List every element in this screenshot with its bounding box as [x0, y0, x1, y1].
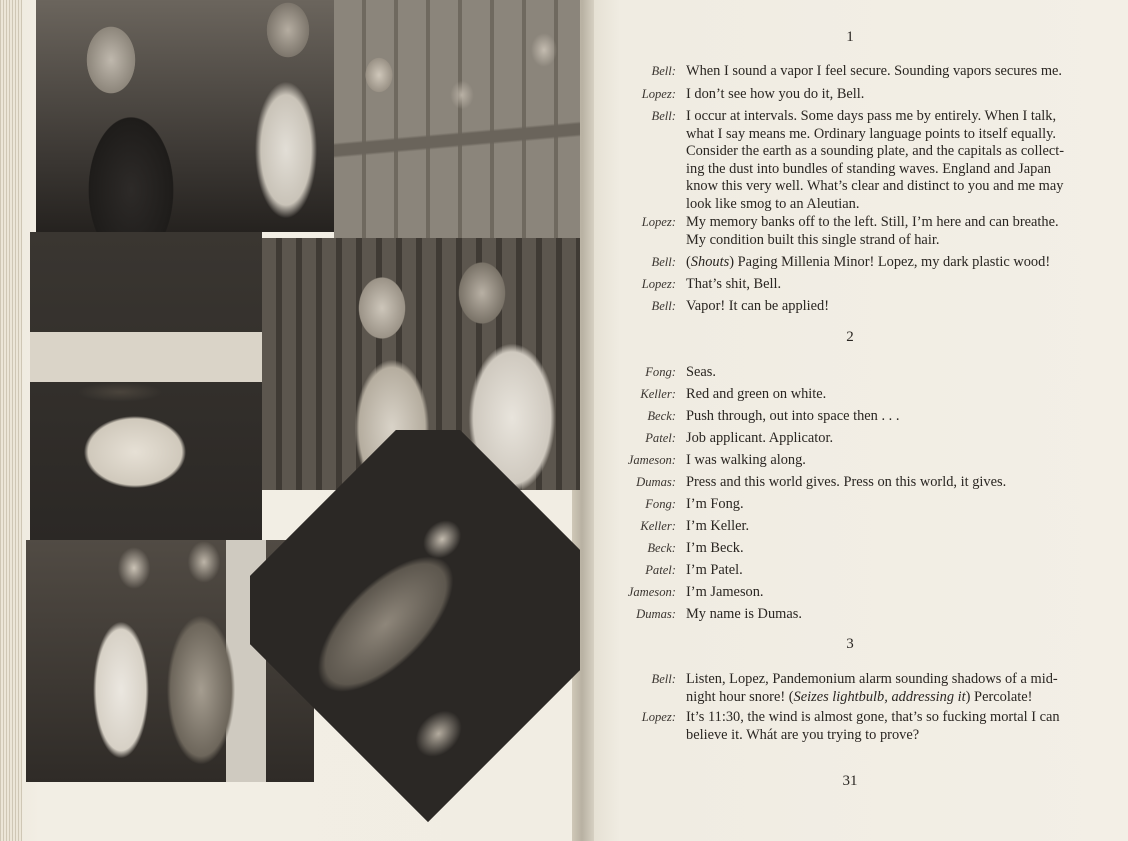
rehearsal-scene-photo: [36, 0, 336, 232]
dialogue-text: I don’t see how you do it, Bell.: [686, 86, 865, 102]
dialogue-text-pre: night hour snore! (: [686, 688, 794, 705]
dialogue-text: believe it. Whát are you trying to prove?: [686, 726, 920, 743]
speaker-name: Lopez:: [641, 710, 676, 724]
dialogue-text: Seas.: [686, 364, 716, 380]
gown-scene-photo: [250, 430, 580, 841]
speaker-name: Keller:: [640, 387, 676, 401]
dialogue-text-post: ) Percolate!: [965, 688, 1033, 705]
dialogue-text-content: Paging Millenia Minor! Lopez, my dark plastic wood!: [737, 254, 1051, 270]
section-number: 1: [846, 29, 854, 45]
dialogue-text: look like smog to an Aleutian.: [686, 196, 860, 212]
speaker-name: Bell:: [651, 672, 676, 686]
speaker-name: Bell:: [651, 109, 676, 123]
dialogue-text: Job applicant. Applicator.: [686, 430, 834, 446]
section-number: 3: [846, 636, 854, 652]
speaker-name: Lopez:: [641, 277, 676, 291]
page-edges: [0, 0, 22, 841]
dialogue-text: Consider the earth as a sounding plate, and the capitals as collect-: [686, 143, 1065, 160]
dialogue-text: Push through, out into space then . . .: [686, 408, 900, 424]
dialogue-text: I’m Beck.: [686, 540, 744, 556]
dialogue-text: know this very well. What’s clear and distinct to you and me may: [686, 178, 1064, 195]
stage-direction: Shouts: [690, 254, 730, 270]
page-number: 31: [842, 773, 858, 789]
dialogue-text: Vapor! It can be applied!: [686, 298, 830, 314]
stage-direction: Seizes lightbulb, addressing it: [793, 688, 966, 705]
dialogue-text: My name is Dumas.: [686, 606, 802, 622]
dialogue-text: ing the dust into bundles of standing waves. England and Japan: [686, 160, 1051, 177]
speaker-name: Beck:: [647, 409, 676, 423]
speaker-name: Bell:: [651, 255, 676, 269]
dialogue-text: I’m Jameson.: [686, 584, 764, 600]
table-scene-photo: [334, 0, 580, 238]
speaker-name: Jameson:: [627, 453, 676, 467]
speaker-name: Patel:: [645, 431, 676, 445]
dialogue-text: what I say means me. Ordinary language points to itself equally.: [686, 125, 1056, 142]
dialogue-text: [686, 689, 1076, 707]
dialogue-text: My condition built this single strand of hair.: [686, 231, 940, 248]
speaker-name: Fong:: [645, 497, 676, 511]
speaker-name: Beck:: [647, 541, 676, 555]
dialogue-text: I occur at intervals. Some days pass me by entirely. When I talk,: [686, 108, 1057, 124]
speaker-name: Lopez:: [641, 87, 676, 101]
dialogue-text: I’m Fong.: [686, 496, 744, 512]
speaker-name: Jameson:: [627, 585, 676, 599]
speaker-name: Patel:: [645, 563, 676, 577]
dialogue-text: Red and green on white.: [686, 386, 827, 402]
speaker-name: Dumas:: [636, 607, 676, 621]
section-number: 2: [846, 329, 854, 345]
speaker-name: Lopez:: [641, 215, 676, 229]
speaker-name: Dumas:: [636, 475, 676, 489]
dialogue-text: I’m Patel.: [686, 562, 743, 578]
dialogue-text: It’s 11:30, the wind is almost gone, that’s so fucking mortal I can: [686, 709, 1060, 725]
dialogue-text: I was walking along.: [686, 452, 806, 468]
dialogue-text: When I sound a vapor I feel secure. Sounding vapors secures me.: [686, 63, 1063, 79]
dialogue-text: Press and this world gives. Press on this world, it gives.: [686, 474, 1007, 490]
dialogue-text: My memory banks off to the left. Still, I’m here and can breathe.: [686, 214, 1059, 230]
dialogue-text: I’m Keller.: [686, 518, 750, 534]
bed-quilt-photo: [30, 232, 262, 540]
dialogue-text: That’s shit, Bell.: [686, 276, 782, 292]
speaker-name: Fong:: [645, 365, 676, 379]
speaker-name: Bell:: [651, 64, 676, 78]
dialogue-text: (Shouts) Paging Millenia Minor! Lopez, my dark plastic wood!: [686, 254, 1051, 270]
gown-scene-photo-image: [250, 430, 580, 822]
speaker-name: Bell:: [651, 299, 676, 313]
dialogue-text: Listen, Lopez, Pandemonium alarm sounding shadows of a mid-: [686, 671, 1058, 687]
speaker-name: Keller:: [640, 519, 676, 533]
